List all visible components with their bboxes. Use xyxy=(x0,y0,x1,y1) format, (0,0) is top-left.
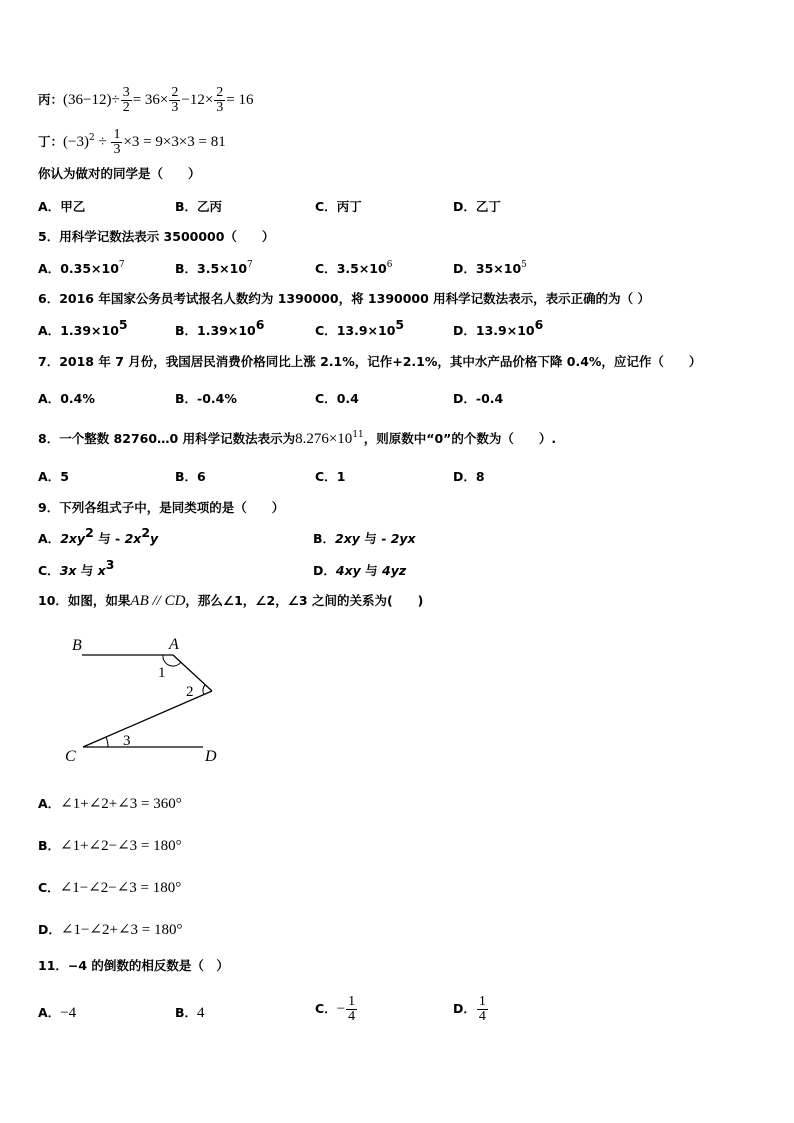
q8-option-b[interactable] xyxy=(175,468,206,487)
connector: 与 xyxy=(76,563,98,578)
q10-option-d[interactable] xyxy=(38,921,182,940)
math-expression: AB // CD xyxy=(130,593,186,609)
math-expression: 8.276×10 xyxy=(295,431,353,447)
q6-option-d[interactable] xyxy=(453,317,544,341)
option-label: A． xyxy=(38,531,61,546)
q5-option-d[interactable] xyxy=(453,260,527,279)
q8-option-c[interactable] xyxy=(315,468,345,487)
option-label: C． xyxy=(315,391,337,406)
option-text: 乙丙 xyxy=(197,199,223,214)
option-label: A． xyxy=(38,199,61,214)
connector: 与 xyxy=(360,563,383,578)
stem-text: 8．一个整数 82760…0 用科学记数法表示为 xyxy=(38,431,296,446)
stem-text: ，那么∠1，∠2，∠3 之间的关系为( ) xyxy=(185,593,424,608)
q5-option-b[interactable] xyxy=(175,260,253,279)
question-4-stem: 你认为做对的同学是（ ） xyxy=(38,166,201,181)
term: 4yz xyxy=(382,563,407,578)
q9-option-d[interactable] xyxy=(313,562,406,581)
term: 2yx xyxy=(390,531,416,546)
numerator: 3 xyxy=(122,85,130,100)
option-text: 0.35×10 xyxy=(60,261,119,276)
option-label: B． xyxy=(175,1005,198,1020)
option-text: -0.4 xyxy=(475,391,504,406)
minus-sign: − xyxy=(336,1001,346,1017)
option-label: C． xyxy=(315,323,337,338)
option-text: 1.39×10 xyxy=(197,323,256,338)
option-label: C． xyxy=(315,1001,337,1016)
option-text: 5 xyxy=(60,469,69,484)
option-label: B． xyxy=(175,391,198,406)
q10-option-b[interactable] xyxy=(38,837,182,856)
label-bing: 丙： xyxy=(38,92,64,107)
fraction xyxy=(111,128,122,157)
connector: 与 - xyxy=(359,531,391,546)
term: 3x xyxy=(59,563,77,578)
label-point-b: B xyxy=(72,637,82,654)
option-text: 甲乙 xyxy=(60,199,86,214)
q4-option-d[interactable] xyxy=(453,198,501,217)
expr-part: −12× xyxy=(181,92,214,108)
option-text: ∠1−∠2−∠3 = 180° xyxy=(59,880,182,896)
equation-bing xyxy=(38,86,254,115)
q7-option-a[interactable] xyxy=(38,390,95,409)
option-label: C． xyxy=(315,469,337,484)
expr-part: (36−12)÷ xyxy=(63,92,120,108)
term: 2x xyxy=(124,531,142,546)
q4-option-c[interactable] xyxy=(315,198,362,217)
label-angle-1: 1 xyxy=(158,665,166,681)
denominator: 3 xyxy=(216,100,224,115)
exponent: 7 xyxy=(247,260,253,270)
exponent: 5 xyxy=(395,317,405,332)
q7-option-b[interactable] xyxy=(175,390,237,409)
option-text: 8 xyxy=(475,469,485,484)
q7-option-c[interactable] xyxy=(315,390,359,409)
question-11-stem: 11．−4 的倒数的相反数是（ ） xyxy=(38,958,229,973)
exponent: 5 xyxy=(118,317,128,332)
option-label: D． xyxy=(453,199,476,214)
denominator: 3 xyxy=(113,142,121,157)
option-label: D． xyxy=(453,261,476,276)
option-text: 6 xyxy=(197,469,206,484)
question-10-stem xyxy=(38,592,423,611)
term: 2xy xyxy=(335,531,360,546)
q5-option-a[interactable] xyxy=(38,260,125,279)
numerator: 2 xyxy=(171,85,179,100)
option-label: B． xyxy=(313,531,336,546)
q8-option-a[interactable] xyxy=(38,468,69,487)
option-text: 1 xyxy=(336,469,346,484)
exponent: 3 xyxy=(105,557,115,572)
option-label: D． xyxy=(453,323,476,338)
expr-part: = 16 xyxy=(226,92,254,108)
label-angle-2: 2 xyxy=(186,684,194,700)
label-point-d: D xyxy=(205,748,217,765)
option-text: 35×10 xyxy=(475,261,522,276)
question-5-stem: 5．用科学记数法表示 3500000（ ） xyxy=(38,229,275,244)
fraction xyxy=(346,995,357,1024)
fraction xyxy=(477,995,488,1024)
exponent: 6 xyxy=(255,317,265,332)
exponent: 2 xyxy=(88,133,95,143)
option-label: D． xyxy=(453,469,476,484)
fraction xyxy=(121,86,132,115)
fraction xyxy=(214,86,225,115)
numerator: 1 xyxy=(348,994,356,1009)
option-label: A． xyxy=(38,261,61,276)
option-label: B． xyxy=(38,838,61,853)
stem-text: ，则原数中“0”的个数为（ ）. xyxy=(363,431,557,446)
q11-option-b[interactable] xyxy=(175,1004,205,1023)
label-point-a: A xyxy=(169,636,179,653)
option-label: B． xyxy=(175,469,198,484)
option-text: 1.39×10 xyxy=(60,323,119,338)
angle-3-arc xyxy=(106,737,108,747)
term: 2xy xyxy=(60,531,86,546)
exponent: 7 xyxy=(118,260,125,270)
q5-option-c[interactable] xyxy=(315,260,392,279)
option-label: D． xyxy=(453,391,476,406)
q10-option-a[interactable] xyxy=(38,795,182,814)
option-label: B． xyxy=(175,261,198,276)
q11-option-d[interactable] xyxy=(453,995,489,1024)
q4-option-a[interactable] xyxy=(38,198,85,217)
term: x xyxy=(97,563,106,578)
option-label: A． xyxy=(38,1005,61,1020)
q11-option-a[interactable] xyxy=(38,1004,76,1023)
option-label: D． xyxy=(313,563,336,578)
option-label: D． xyxy=(38,922,61,937)
option-text: 乙丁 xyxy=(475,199,501,214)
option-text: 丙丁 xyxy=(336,199,362,214)
question-9-stem: 9．下列各组式子中，是同类项的是（ ） xyxy=(38,500,285,515)
exponent: 5 xyxy=(521,260,527,270)
denominator: 4 xyxy=(348,1009,356,1024)
q9-option-c[interactable] xyxy=(38,557,115,581)
equation-ding xyxy=(38,128,226,157)
q7-option-d[interactable] xyxy=(453,390,503,409)
option-label: B． xyxy=(175,199,198,214)
q6-option-c[interactable] xyxy=(315,317,405,341)
question-7-stem: 7．2018 年 7 月份，我国居民消费价格同比上涨 2.1%，记作+2.1%，其中水产品价格下降 0.4%，应记作（ ） xyxy=(38,354,702,369)
option-text: ∠1−∠2+∠3 = 180° xyxy=(60,922,183,938)
expr-part: ÷ xyxy=(94,134,111,150)
exponent: 2 xyxy=(85,525,94,540)
fraction xyxy=(169,86,180,115)
exponent: 2 xyxy=(141,525,151,540)
label-ding: 丁： xyxy=(38,134,64,149)
denominator: 4 xyxy=(478,1009,486,1024)
option-text: 13.9×10 xyxy=(336,323,396,338)
option-label: B． xyxy=(175,323,198,338)
q6-option-a[interactable] xyxy=(38,317,128,341)
q11-option-c[interactable] xyxy=(315,995,358,1024)
option-label: C． xyxy=(315,261,337,276)
option-label: C． xyxy=(38,880,60,895)
option-text: -0.4% xyxy=(197,391,237,406)
numerator: 2 xyxy=(216,85,224,100)
option-text: 3.5×10 xyxy=(197,261,248,276)
label-point-c: C xyxy=(65,748,76,765)
denominator: 3 xyxy=(171,100,179,115)
exponent: 11 xyxy=(352,430,364,440)
option-text: 0.4 xyxy=(336,391,359,406)
option-label: A． xyxy=(38,469,61,484)
expr-part: (−3) xyxy=(63,134,89,150)
expr-part: = 36× xyxy=(132,92,169,108)
option-text: ∠1+∠2−∠3 = 180° xyxy=(60,838,182,854)
parallel-lines-figure xyxy=(55,628,295,773)
q4-option-b[interactable] xyxy=(175,198,222,217)
option-text: ∠1+∠2+∠3 = 360° xyxy=(60,796,182,812)
question-8-stem xyxy=(38,430,556,449)
q10-option-c[interactable] xyxy=(38,879,181,898)
option-text: 3.5×10 xyxy=(336,261,387,276)
option-text: 4 xyxy=(197,1005,205,1021)
option-text: 0.4% xyxy=(60,391,95,406)
exponent: 6 xyxy=(386,260,393,270)
numerator: 1 xyxy=(113,127,121,142)
q9-option-b[interactable] xyxy=(313,530,416,549)
option-label: A． xyxy=(38,391,61,406)
label-angle-3: 3 xyxy=(123,733,131,749)
term: y xyxy=(150,531,159,546)
term: 4xy xyxy=(335,563,361,578)
option-label: A． xyxy=(38,796,61,811)
numerator: 1 xyxy=(478,994,486,1009)
option-text: 13.9×10 xyxy=(475,323,535,338)
connector: 与 - xyxy=(93,531,125,546)
exponent: 6 xyxy=(534,317,544,332)
option-label: A． xyxy=(38,323,61,338)
option-text: −4 xyxy=(60,1005,77,1021)
q8-option-d[interactable] xyxy=(453,468,485,487)
denominator: 2 xyxy=(122,100,130,115)
q9-option-a[interactable] xyxy=(38,525,159,549)
option-label: D． xyxy=(453,1001,476,1016)
question-6-stem: 6．2016 年国家公务员考试报名人数约为 1390000，将 1390000 用科学记数法表示，表示正确的为（ ） xyxy=(38,291,651,306)
option-label: C． xyxy=(38,563,60,578)
stem-text: 10．如图，如果 xyxy=(38,593,131,608)
expr-part: ×3 = 9×3×3 = 81 xyxy=(123,134,226,150)
option-label: C． xyxy=(315,199,337,214)
q6-option-b[interactable] xyxy=(175,317,265,341)
